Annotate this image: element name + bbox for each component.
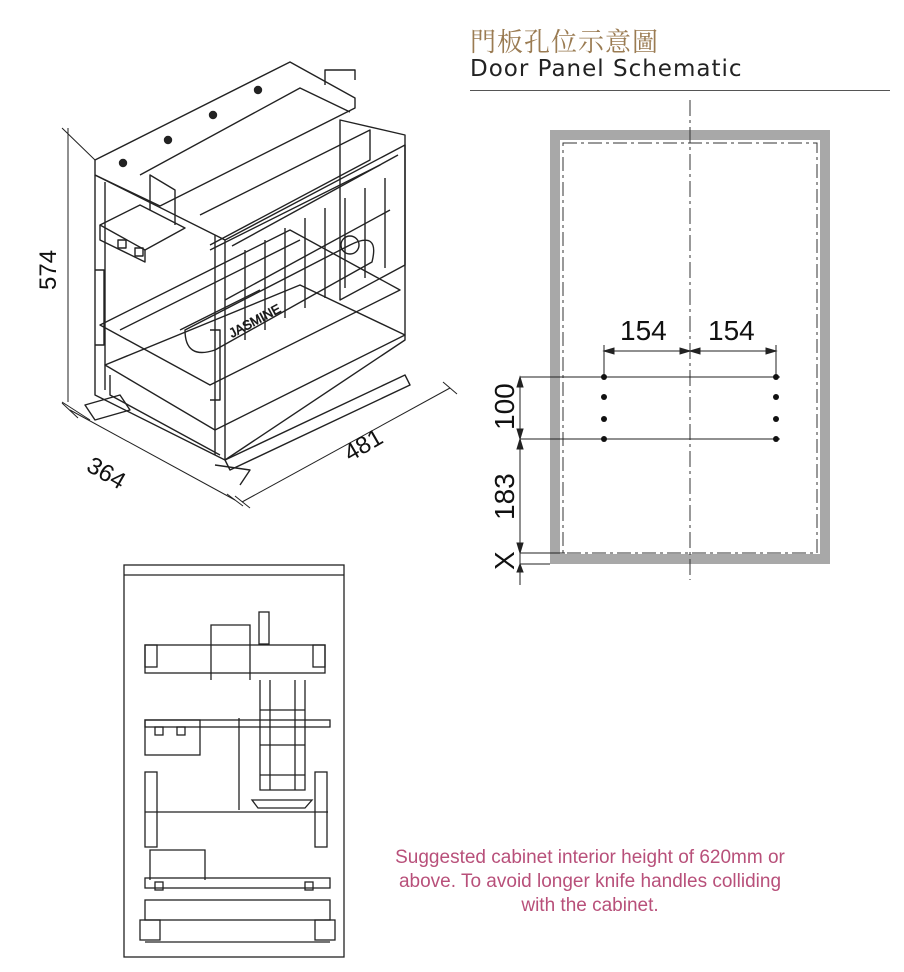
cabinet-outline (124, 565, 344, 957)
front-view-drawing (124, 565, 344, 957)
depth-dimension-label: 481 (339, 423, 388, 468)
door-panel-schematic (489, 100, 830, 585)
note-line-2: above. To avoid longer knife handles colliding (398, 871, 782, 892)
isometric-basket-drawing (62, 62, 457, 508)
note-line-3: with the cabinet. (521, 895, 659, 916)
title-english: Door Panel Schematic (470, 56, 743, 82)
note-line-1: Suggested cabinet interior height of 620mm or (395, 847, 785, 868)
cabinet-height-note (350, 846, 830, 918)
dimension-x: X (489, 551, 520, 570)
height-dimension-label: 574 (35, 249, 62, 290)
dimension-100: 100 (489, 383, 520, 430)
brand-label: JASMINE (226, 300, 284, 341)
width-dimension-label: 364 (82, 451, 131, 496)
dimension-183: 183 (489, 473, 520, 520)
dimension-154-left: 154 (620, 315, 667, 346)
title-chinese: 門板孔位示意圖 (470, 28, 660, 58)
height-dimension (62, 128, 95, 420)
dimension-154-right: 154 (708, 315, 755, 346)
